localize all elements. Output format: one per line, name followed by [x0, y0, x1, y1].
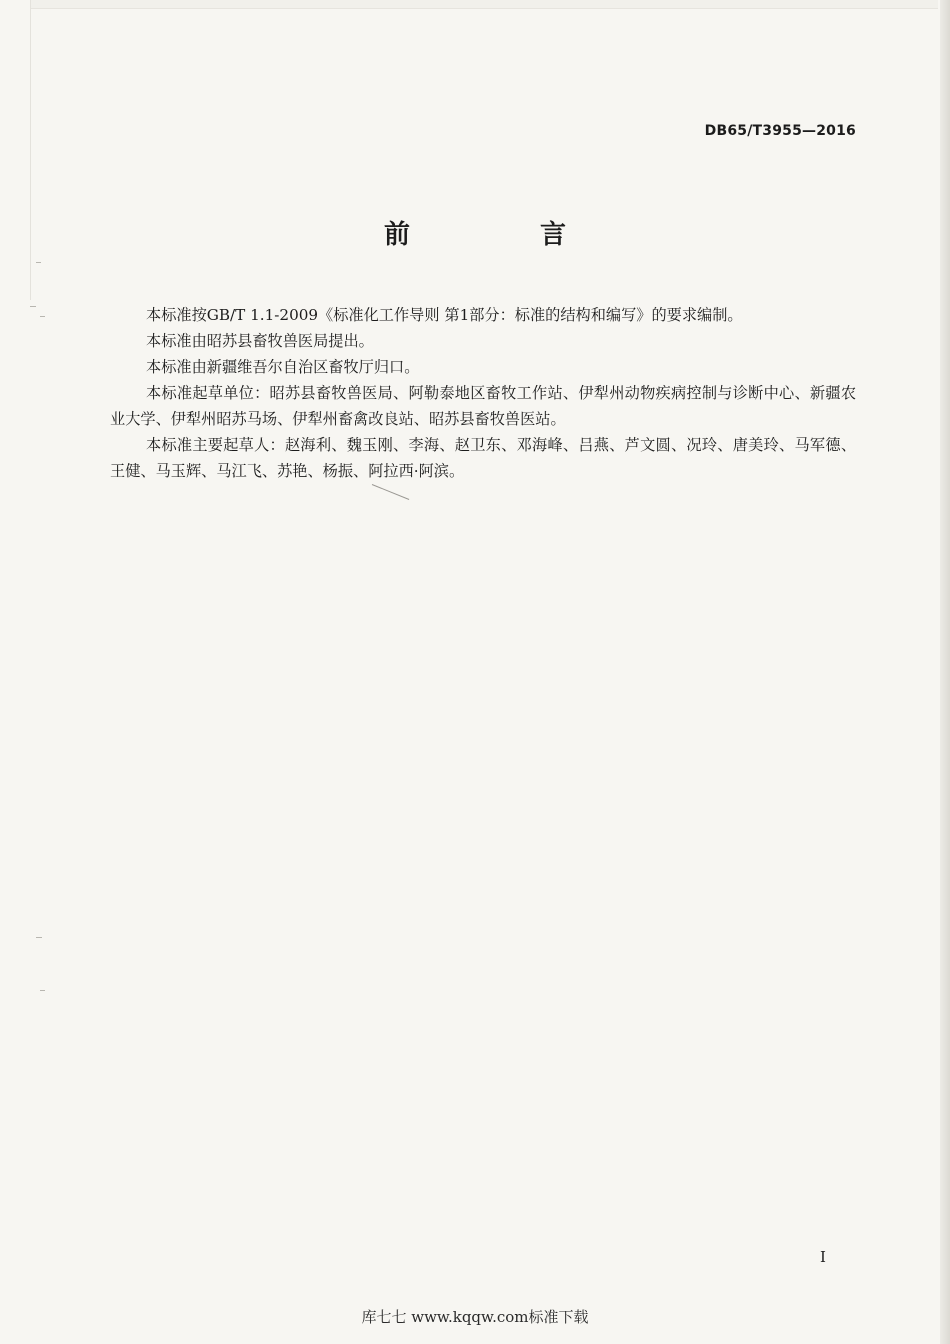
paragraph: 本标准由昭苏县畜牧兽医局提出。 [146, 332, 374, 350]
scan-mark [36, 262, 41, 263]
scan-page-edge [940, 0, 950, 1344]
scan-mark [30, 306, 36, 307]
scan-left-line [30, 0, 31, 300]
document-code: DB65/T3955—2016 [704, 123, 856, 139]
scan-mark [36, 937, 42, 938]
page-title: 前 言 [383, 220, 618, 250]
footer-watermark: 库七七 www.kqqw.com标准下载 [361, 1308, 589, 1326]
scan-mark [40, 990, 45, 991]
scan-top-edge [30, 0, 938, 9]
document-body [110, 302, 856, 484]
paragraph: 本标准由新疆维吾尔自治区畜牧厅归口。 [146, 358, 420, 376]
scan-stroke [372, 484, 409, 500]
paragraph: 本标准主要起草人：赵海利、魏玉刚、李海、赵卫东、邓海峰、吕燕、芦文圆、况玲、唐美玲、马军德、王健、马玉辉、马江飞、苏艳、杨振、阿拉西·阿滨。 [110, 436, 856, 480]
scan-mark [40, 316, 45, 317]
paragraph: 本标准按GB/T 1.1-2009《标准化工作导则 第1部分：标准的结构和编写》的要求编制。 [146, 306, 743, 324]
page-number: I [820, 1248, 826, 1266]
paragraph: 本标准起草单位：昭苏县畜牧兽医局、阿勒泰地区畜牧工作站、伊犁州动物疾病控制与诊断中心、新疆农业大学、伊犁州昭苏马场、伊犁州畜禽改良站、昭苏县畜牧兽医站。 [110, 384, 856, 428]
